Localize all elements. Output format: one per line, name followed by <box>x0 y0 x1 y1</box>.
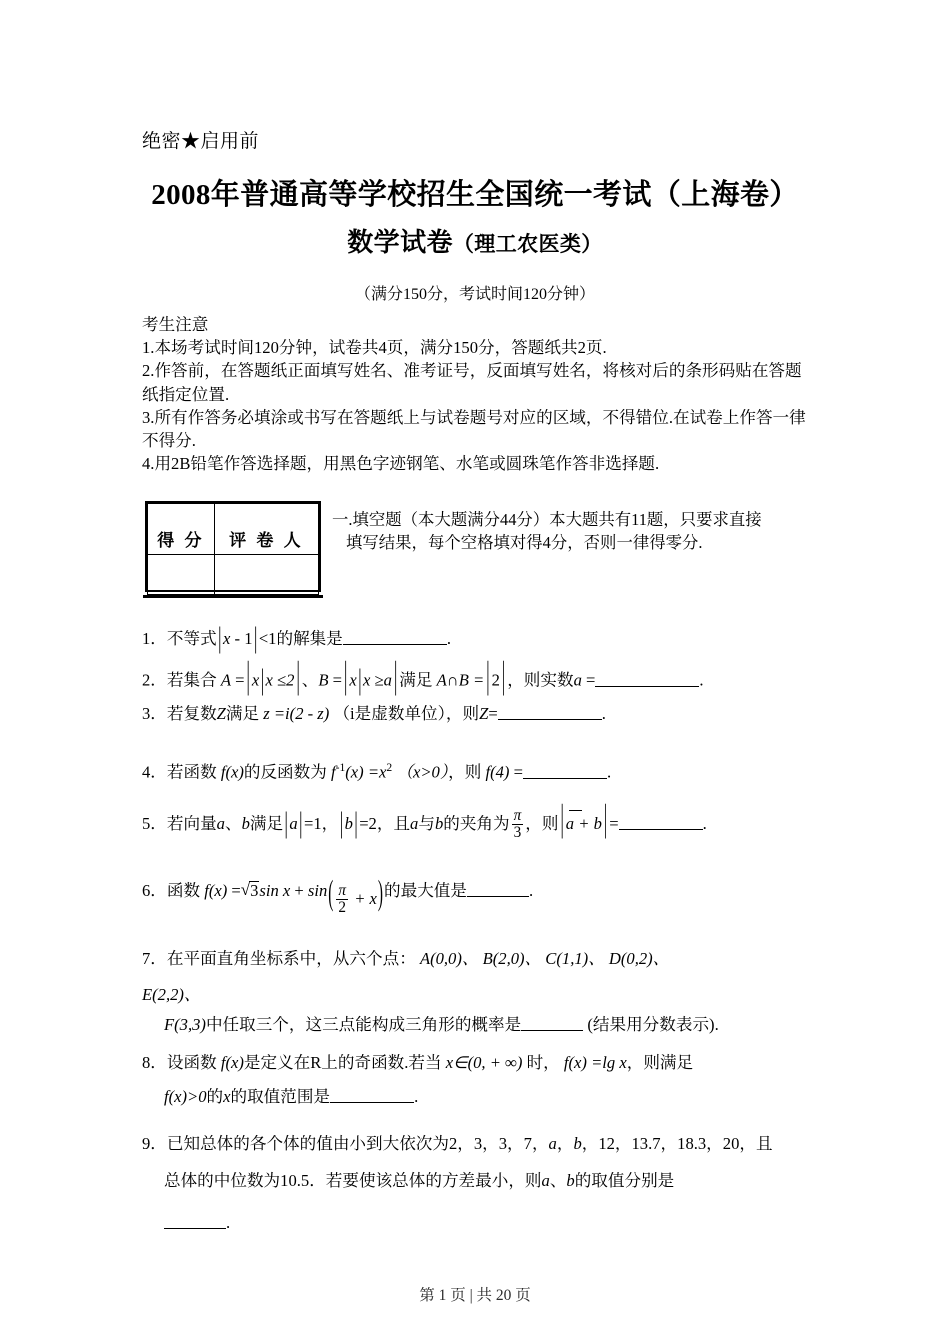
notices-heading: 考生注意 <box>142 315 209 334</box>
secret-label: 绝密★启用前 <box>142 131 260 152</box>
score-table-value-row <box>148 555 319 595</box>
score-column-header: 得 分 <box>148 504 215 555</box>
radicand: 3 <box>250 881 259 900</box>
equals: = <box>509 762 523 782</box>
answer-blank[interactable] <box>595 671 699 687</box>
variable-a: a <box>548 1134 557 1153</box>
question-5 <box>142 796 832 841</box>
vector-b: b <box>434 813 444 833</box>
question-8-line2 <box>142 1086 832 1108</box>
notice-item-3 <box>142 406 818 452</box>
question-1 <box>142 620 832 654</box>
question-8-line2-content <box>142 1086 832 1108</box>
exam-meta: （满分150分，考试时间120分钟） <box>354 286 595 303</box>
variable-Z: Z <box>479 704 489 723</box>
answer-format-note: (结果用分数表示). <box>587 1015 719 1034</box>
score-table-bottom-rule <box>143 595 323 598</box>
grader-value-cell[interactable] <box>214 555 318 595</box>
plus-x: + x <box>350 888 377 908</box>
notice-item-4 <box>142 452 818 475</box>
period: . <box>446 628 452 648</box>
function-fx: f(x) <box>563 1053 587 1072</box>
question-number: 8． <box>142 1053 167 1072</box>
plus: + <box>290 881 308 900</box>
abs-bar-open-icon: | <box>560 796 564 840</box>
question-9-line2-content <box>142 1170 832 1192</box>
question-9-line3-content <box>142 1212 832 1234</box>
question-text: 的最大值是 <box>384 881 467 900</box>
question-text: 的取值范围是 <box>230 1087 331 1106</box>
function-fx: f(x) <box>204 881 228 900</box>
question-text: 的夹角为 <box>443 813 510 833</box>
notice-text: 1.本场考试时间120分钟，试卷共4页，满分150分，答题纸共2页. <box>142 338 607 358</box>
answer-blank[interactable] <box>330 1087 414 1103</box>
question-3 <box>142 703 832 725</box>
question-text: 满足 <box>225 704 260 723</box>
question-7-line3 <box>142 1014 832 1036</box>
sin-x-term: sin x <box>259 881 291 900</box>
answer-blank[interactable] <box>343 629 447 645</box>
set-brace-close-icon: | <box>393 653 398 697</box>
score-table-header-row <box>148 504 319 555</box>
set-B: B <box>318 670 329 690</box>
question-number: 2． <box>142 670 167 690</box>
question-7 <box>142 948 832 970</box>
inequality-fx-gt-0: f(x)>0 <box>164 1087 207 1106</box>
question-text-tail: 的解集是 <box>276 628 343 648</box>
question-text: 若复数 <box>166 704 217 723</box>
subtitle-main: 数学试卷 <box>347 228 453 257</box>
question-text: 的取值分别是 <box>574 1171 675 1190</box>
question-text: 满足 <box>399 670 433 690</box>
question-8 <box>142 1052 832 1074</box>
function-fx: f(x) <box>220 1053 244 1072</box>
domain-condition: x∈(0, + ∞) <box>445 1053 523 1072</box>
variable-a: a <box>573 670 582 690</box>
question-text: 且 <box>393 813 411 833</box>
answer-blank[interactable] <box>164 1213 226 1229</box>
less-than-one: <1 <box>258 628 277 648</box>
question-text: 则 <box>541 813 559 833</box>
comma: ， <box>321 813 339 833</box>
abs-bar-close-icon: | <box>603 796 608 840</box>
fraction-pi-over-2 <box>336 883 348 916</box>
fraction-denominator: 2 <box>338 898 347 916</box>
set-brace-open-icon: | <box>344 653 348 697</box>
inverse-exponent: -1 <box>335 761 346 774</box>
score-value-cell[interactable] <box>148 555 215 595</box>
answer-blank[interactable] <box>498 704 602 720</box>
set-element-2: 2 <box>491 670 500 690</box>
set-brace-close-icon: | <box>501 653 506 697</box>
question-text: 中任取三个，这三点能构成三角形的概率是 <box>205 1015 522 1034</box>
question-text: 的 <box>206 1087 224 1106</box>
set-brace-close-icon: | <box>296 653 300 697</box>
question-text: 若函数 <box>166 762 217 782</box>
abs-bar-close-icon: | <box>354 805 358 839</box>
set-B-condition: x ≥a <box>363 670 392 690</box>
question-text: 已知总体的各个体的值由小到大依次为2，3，3，7， <box>166 1134 549 1153</box>
score-table <box>145 501 321 592</box>
abs-bar-open-icon: | <box>218 620 222 654</box>
answer-blank[interactable] <box>521 1015 583 1031</box>
question-7-line2 <box>142 984 832 1006</box>
question-7-line3-content <box>142 1014 832 1036</box>
function-fx: f(x) <box>220 762 244 782</box>
set-builder-pipe-icon: | <box>358 662 362 696</box>
variable-x: x <box>223 1087 231 1106</box>
equals: = <box>488 704 498 723</box>
question-number: 4． <box>142 762 167 782</box>
sin-term: sin <box>307 881 328 900</box>
minus-one: - 1 <box>230 628 253 648</box>
equation-z: z =i(2 - z) <box>263 704 330 723</box>
fraction-numerator: π <box>338 881 347 899</box>
set-brace-open-icon: | <box>486 653 490 697</box>
question-number: 3． <box>142 704 167 723</box>
question-text: 不等式 <box>166 628 217 648</box>
equals: = <box>581 670 596 690</box>
separator: 、 <box>549 1171 567 1190</box>
square-exponent: 2 <box>386 761 393 774</box>
vector-sum-a-plus-b: a + b <box>565 813 602 833</box>
set-brace-open-icon: | <box>246 653 250 697</box>
paren-open-icon: ( <box>328 874 334 913</box>
question-9 <box>142 1133 832 1155</box>
abs-bar-open-icon: | <box>339 805 344 839</box>
data-values-tail: ，12，13.7，18.3，20，且 <box>581 1134 773 1153</box>
equals: = <box>609 813 619 833</box>
comma: ， <box>525 813 542 833</box>
answer-blank[interactable] <box>467 881 529 897</box>
intersection-expr: A∩B = <box>436 670 485 690</box>
question-text: ，则满足 <box>626 1053 694 1072</box>
equals-one: =1 <box>304 813 322 833</box>
candidate-notices <box>142 313 818 475</box>
equals: = <box>328 670 343 690</box>
period: . <box>702 813 707 833</box>
question-9-line2 <box>142 1170 832 1192</box>
abs-bar-close-icon: | <box>299 805 303 839</box>
question-text: 是定义在R上的奇函数.若当 <box>243 1053 442 1072</box>
variable-b: b <box>566 1171 575 1190</box>
function-f4: f(4) <box>485 762 510 782</box>
question-text: 的反函数为 <box>243 762 327 782</box>
fraction-numerator: π <box>513 807 522 824</box>
inverse-expression: (x) =x <box>345 762 387 782</box>
comma: ， <box>556 1134 574 1153</box>
set-builder-var: x <box>251 670 260 690</box>
page-subtitle <box>0 222 950 259</box>
period: . <box>606 762 612 782</box>
set-builder-var: x <box>349 670 357 690</box>
question-text: 设函数 <box>166 1053 217 1072</box>
period: . <box>528 881 534 900</box>
notice-item-2 <box>142 359 818 405</box>
period: . <box>601 704 606 723</box>
square-root-icon <box>241 880 260 902</box>
vector-a: a <box>216 813 225 833</box>
set-A-condition: x ≤2 <box>265 670 295 690</box>
paren-close-icon: ) <box>377 874 384 913</box>
comma: ， <box>376 813 394 833</box>
fraction-pi-over-3 <box>512 808 524 841</box>
equals: = <box>227 881 241 900</box>
section-one-line1: 一.填空题（本大题满分44分）本大题共有11题，只要求直接 <box>332 510 762 529</box>
equals: = <box>230 670 245 690</box>
subtitle-category: （理工农医类） <box>452 232 603 256</box>
answer-blank[interactable] <box>619 814 703 830</box>
abs-bar-open-icon: | <box>284 805 288 839</box>
question-9-line3 <box>142 1212 832 1234</box>
variable-b: b <box>573 1134 582 1153</box>
question-number: 1． <box>142 628 167 648</box>
answer-blank[interactable] <box>523 763 607 779</box>
notice-item-1 <box>142 336 818 359</box>
question-text: （i是虚数单位），则 <box>333 704 480 723</box>
vector-b: b <box>344 813 353 833</box>
period: . <box>226 1213 231 1232</box>
question-number: 5． <box>142 813 167 833</box>
question-6 <box>142 874 832 916</box>
vector-b: b <box>241 813 250 833</box>
function-f: f <box>330 762 336 782</box>
period: . <box>699 670 704 690</box>
separator: 、 <box>301 670 319 690</box>
separator: 、 <box>224 813 242 833</box>
question-number: 6． <box>142 881 167 900</box>
point-F: F(3,3) <box>164 1015 206 1034</box>
point-E: E(2,2)、 <box>142 985 201 1004</box>
question-text: 时， <box>526 1053 560 1072</box>
variable-a: a <box>541 1171 550 1190</box>
question-text: 总体的中位数为10.5．若要使该总体的方差最小，则 <box>164 1171 542 1190</box>
question-text: 在平面直角坐标系中，从六个点： <box>166 949 416 968</box>
variable-x: x <box>223 628 231 648</box>
question-text: ，则 <box>448 762 482 782</box>
period: . <box>414 1087 419 1106</box>
question-text: 若集合 <box>166 670 217 690</box>
big-parentheses <box>327 874 384 916</box>
notice-text: 2.作答前，在答题纸正面填写姓名、准考证号，反面填写姓名，将核对后的条形码贴在答题纸指定位置. <box>142 361 802 404</box>
page-footer: 第 1 页 | 共 20 页 <box>419 1287 531 1304</box>
vector-a: a <box>410 813 419 833</box>
variable-Z: Z <box>216 704 226 723</box>
domain-condition: （x>0） <box>396 762 449 782</box>
equals-lg-x: =lg x <box>586 1053 627 1072</box>
vector-a: a <box>289 813 298 833</box>
question-2 <box>142 653 832 697</box>
abs-bar-close-icon: | <box>254 620 258 654</box>
page-title: 2008年普通高等学校招生全国统一考试（上海卷） <box>151 179 799 211</box>
question-4 <box>142 757 832 784</box>
section-one-instructions <box>332 508 822 554</box>
notice-text: 4.用2B铅笔作答选择题，用黑色字迹钢笔、水笔或圆珠笔作答非选择题. <box>142 454 660 474</box>
question-text: 函数 <box>166 881 201 900</box>
question-text: 满足 <box>249 813 284 833</box>
question-text: ，则实数 <box>507 670 574 690</box>
points-list-line1: A(0,0)、 B(2,0)、 C(1,1)、 D(0,2)、 <box>419 949 670 968</box>
section-one-line2: 填写结果，每个空格填对得4分，否则一律得零分. <box>346 533 703 552</box>
question-text: 若向量 <box>166 813 217 833</box>
set-A: A <box>220 670 231 690</box>
question-text: 与 <box>418 813 435 833</box>
grader-column-header: 评 卷 人 <box>214 504 318 555</box>
set-builder-pipe-icon: | <box>260 662 265 696</box>
equals-two: =2 <box>359 813 377 833</box>
question-number: 7． <box>142 949 167 968</box>
question-number: 9． <box>142 1134 167 1153</box>
fraction-denominator: 3 <box>513 823 522 841</box>
notice-text: 3.所有作答务必填涂或书写在答题纸上与试卷题号对应的区域，不得错位.在试卷上作答一律不得分. <box>142 407 806 451</box>
